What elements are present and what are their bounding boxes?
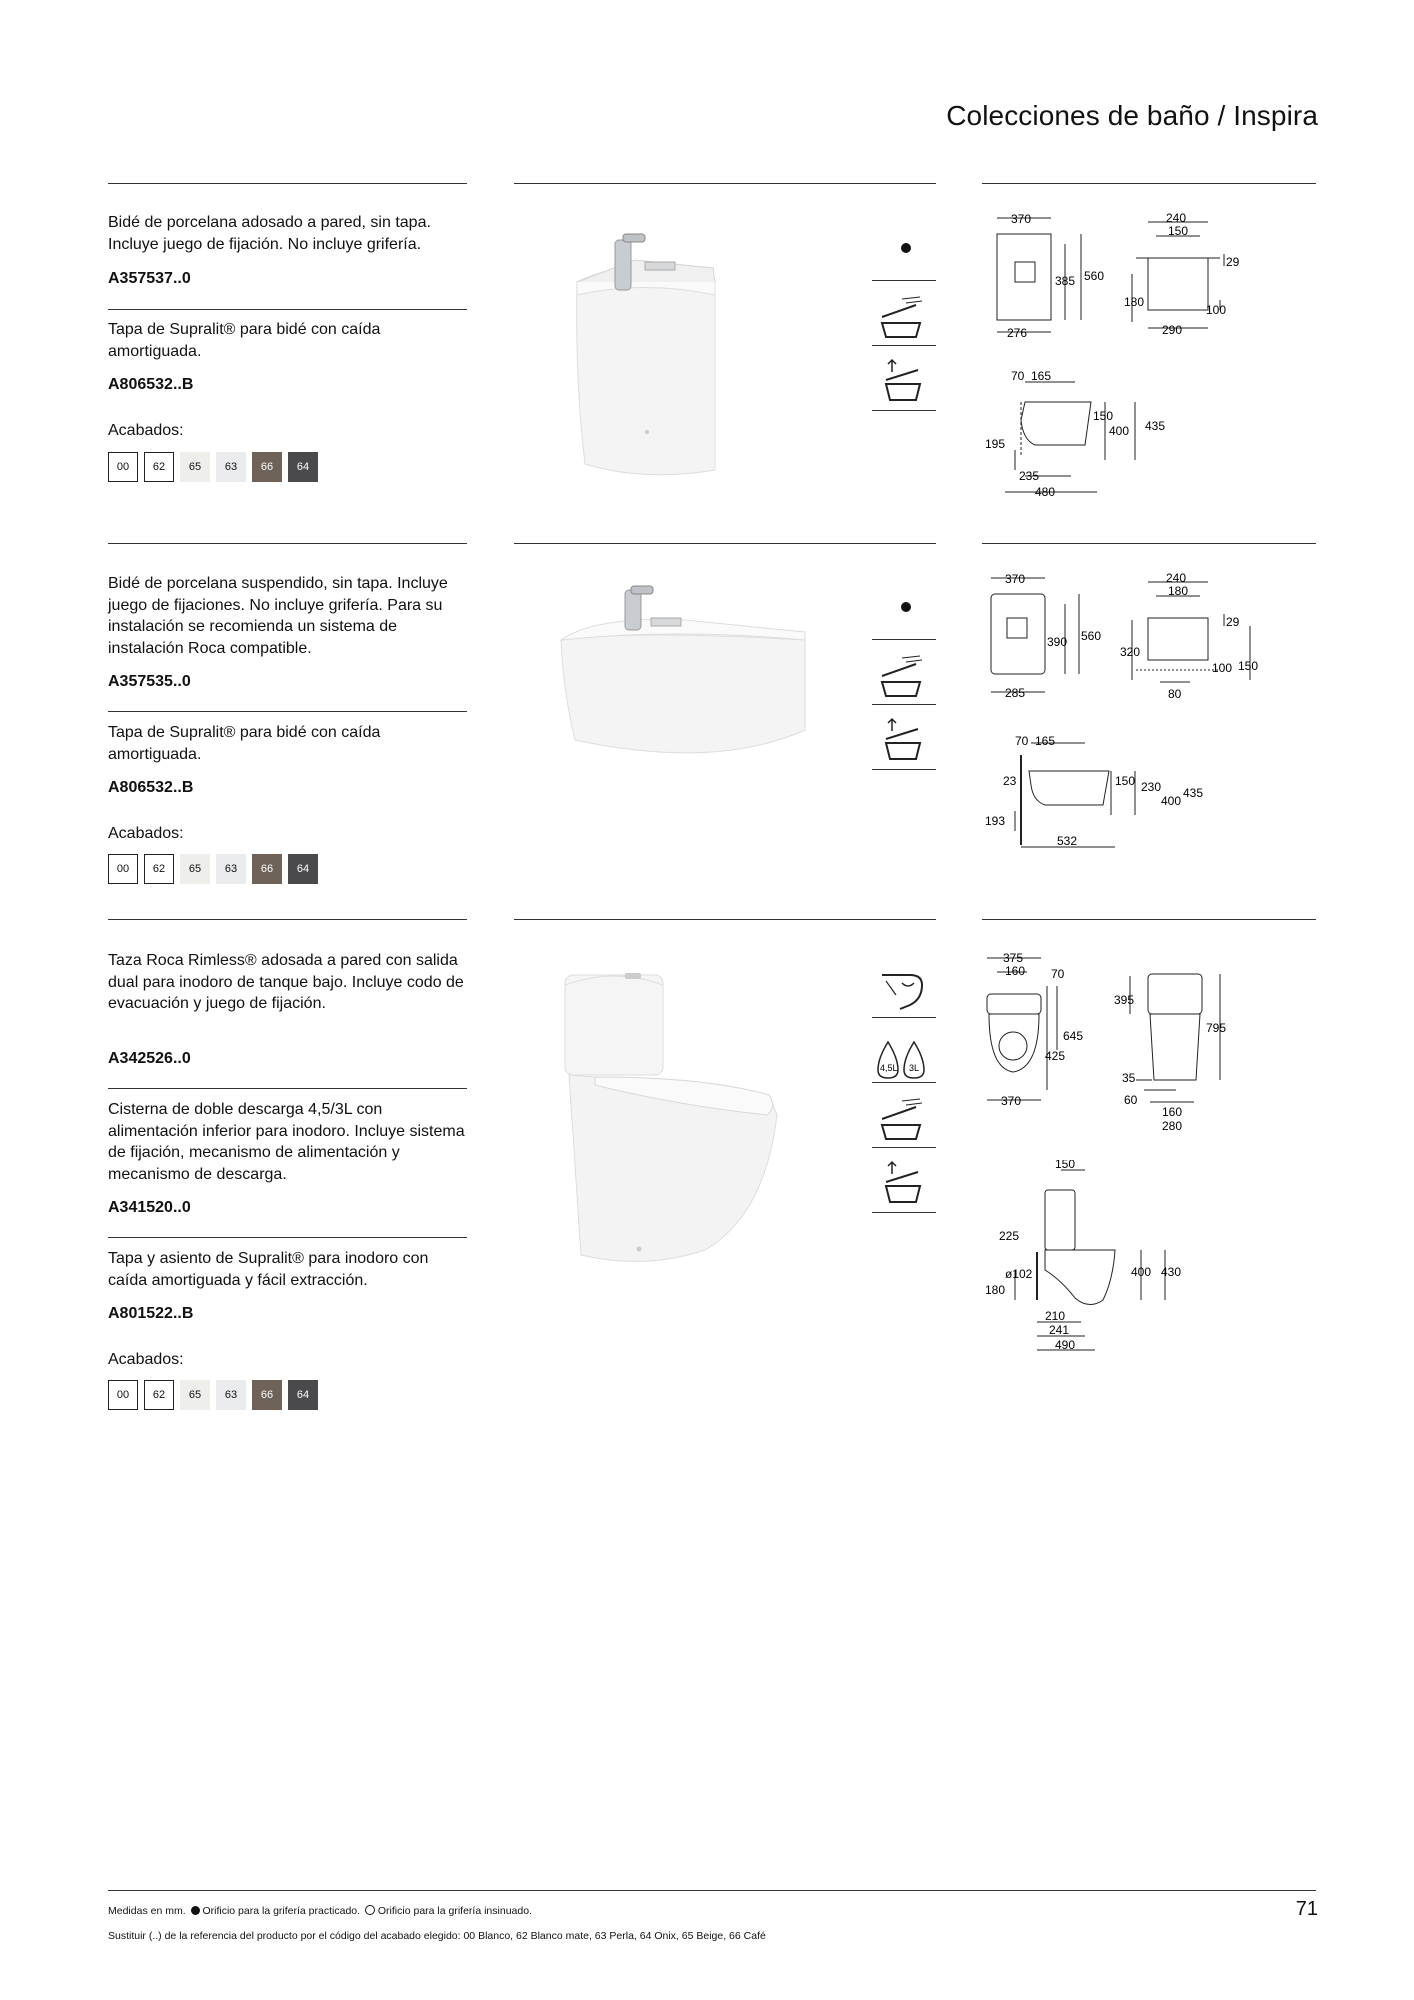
dimension-label: 560 <box>1084 269 1105 283</box>
page-title: Colecciones de baño / Inspira <box>946 100 1318 131</box>
dimension-label: 100 <box>1212 661 1233 675</box>
dimension-label: 23 <box>1003 774 1017 788</box>
finish-swatch: 65 <box>180 1380 210 1410</box>
product-code: A357537..0 <box>108 270 191 287</box>
dual-flush-icon <box>872 1020 936 1083</box>
product-code: A357535..0 <box>108 673 191 690</box>
finish-swatch: 66 <box>252 854 282 884</box>
finish-swatches <box>108 452 318 482</box>
product-photo-bidet-wall-hung <box>555 580 855 780</box>
dimension-label: 395 <box>1114 993 1135 1007</box>
dimension-label: ø102 <box>1005 1267 1033 1281</box>
dimension-label: 235 <box>1019 469 1040 483</box>
filled-dot-icon <box>191 1906 200 1915</box>
product-description: Tapa y asiento de Supralit® para inodoro con caída amortiguada y fácil extracción. <box>108 1250 429 1289</box>
dimension-label: 150 <box>1168 224 1189 238</box>
divider <box>514 919 936 920</box>
dimension-label: 180 <box>1124 295 1145 309</box>
finish-swatch: 63 <box>216 854 246 884</box>
technical-drawing-top <box>1120 570 1280 705</box>
dimension-label: 193 <box>985 814 1006 828</box>
lid-removal-icon <box>872 707 936 770</box>
dimension-label: 241 <box>1049 1323 1070 1337</box>
finish-swatch: 62 <box>144 854 174 884</box>
dimension-label: 375 <box>1003 951 1024 965</box>
product-photo-toilet <box>555 965 835 1265</box>
finish-swatch: 00 <box>108 1380 138 1410</box>
finish-swatch: 63 <box>216 452 246 482</box>
product-code: A806532..B <box>108 376 194 393</box>
finish-swatches <box>108 1380 318 1410</box>
divider <box>108 711 467 712</box>
dimension-label: 230 <box>1141 780 1162 794</box>
technical-drawing-top <box>985 950 1105 1110</box>
finish-swatch: 66 <box>252 1380 282 1410</box>
finish-swatch: 65 <box>180 452 210 482</box>
dimension-label: 435 <box>1145 419 1166 433</box>
product-description: Tapa de Supralit® para bidé con caída amortiguada. <box>108 321 381 360</box>
soft-close-lid-icon <box>872 283 936 346</box>
divider <box>982 543 1316 544</box>
dimension-label: 195 <box>985 437 1006 451</box>
divider <box>108 309 467 310</box>
divider <box>108 1237 467 1238</box>
soft-close-lid-icon <box>872 1085 936 1148</box>
finish-swatch: 00 <box>108 452 138 482</box>
dimension-label: 490 <box>1055 1338 1076 1352</box>
product-code: A801522..B <box>108 1305 194 1322</box>
dimension-label: 285 <box>1005 686 1026 700</box>
finishes-label: Acabados: <box>108 825 184 842</box>
tap-hole-icon <box>872 577 936 640</box>
tap-hole-icon <box>872 218 936 281</box>
dimension-label: 385 <box>1055 274 1076 288</box>
dimension-label: 400 <box>1161 794 1182 808</box>
flush-volume-label: 3L <box>909 1063 920 1073</box>
dimension-label: 370 <box>1011 212 1032 226</box>
divider <box>108 919 467 920</box>
dimension-label: 165 <box>1031 370 1052 383</box>
technical-drawing-top <box>1120 210 1260 340</box>
dimension-label: 100 <box>1206 303 1227 317</box>
product-description: Bidé de porcelana suspendido, sin tapa. Incluye juego de fijaciones. No incluye grifería. Para su instalación se recomienda un sistema de instalación Roca compatible. <box>108 575 448 657</box>
rimless-icon <box>872 955 936 1018</box>
dimension-label: 210 <box>1045 1309 1066 1323</box>
product-description: Taza Roca Rimless® adosada a pared con salida dual para inodoro de tanque bajo. Incluye codo de evacuación y juego de fijación. <box>108 952 464 1012</box>
finish-swatch: 66 <box>252 452 282 482</box>
divider <box>982 919 1316 920</box>
dimension-label: 70 <box>1011 370 1025 383</box>
dimension-label: 150 <box>1093 409 1114 423</box>
lid-removal-icon <box>872 348 936 411</box>
dimension-label: 370 <box>1005 572 1026 586</box>
dimension-label: 70 <box>1015 735 1029 748</box>
finish-swatch: 64 <box>288 452 318 482</box>
dimension-label: 370 <box>1001 1094 1022 1108</box>
dimension-label: 290 <box>1162 323 1183 337</box>
product-description: Bidé de porcelana adosado a pared, sin tapa. Incluye juego de fijación. No incluye grifería. <box>108 214 431 253</box>
footer-legend: Medidas en mm. Orificio para la grifería practicado. Orificio para la grifería insinuado. <box>108 1905 532 1917</box>
technical-drawing-front <box>1110 970 1250 1140</box>
dimension-label: 276 <box>1007 326 1028 340</box>
finish-swatch: 62 <box>144 452 174 482</box>
dimension-label: 150 <box>1055 1160 1076 1171</box>
finish-swatch: 62 <box>144 1380 174 1410</box>
finishes-label: Acabados: <box>108 422 184 439</box>
dimension-label: 425 <box>1045 1049 1066 1063</box>
technical-drawing-side <box>985 370 1185 505</box>
dimension-label: 390 <box>1047 635 1068 649</box>
dimension-label: 400 <box>1131 1265 1152 1279</box>
product-code: A342526..0 <box>108 1050 191 1067</box>
product-code: A806532..B <box>108 779 194 796</box>
dimension-label: 70 <box>1051 967 1065 981</box>
dimension-label: 29 <box>1226 615 1240 629</box>
technical-drawing-front <box>985 210 1105 340</box>
soft-close-lid-icon <box>872 642 936 705</box>
product-code: A341520..0 <box>108 1199 191 1216</box>
finish-swatches <box>108 854 318 884</box>
dimension-label: 160 <box>1162 1105 1183 1119</box>
flush-volume-label: 4,5L <box>880 1063 898 1073</box>
technical-drawing-front <box>985 570 1105 700</box>
divider <box>108 1890 1316 1891</box>
dimension-label: 240 <box>1166 571 1187 585</box>
footer-note: Sustituir (..) de la referencia del producto por el código del acabado elegido: 00 Blanco, 62 Blanco mate, 63 Perla, 64 Onix, 65 Beige, 66 Café <box>108 1930 766 1942</box>
finishes-label: Acabados: <box>108 1351 184 1368</box>
dimension-label: 280 <box>1162 1119 1183 1133</box>
technical-drawing-side <box>985 735 1215 855</box>
dimension-label: 645 <box>1063 1029 1084 1043</box>
dimension-label: 225 <box>999 1229 1020 1243</box>
dimension-label: 180 <box>1168 584 1189 598</box>
dimension-label: 35 <box>1122 1071 1136 1085</box>
technical-drawing-side <box>985 1160 1205 1360</box>
finish-swatch: 64 <box>288 1380 318 1410</box>
divider <box>108 183 467 184</box>
dimension-label: 532 <box>1057 834 1078 848</box>
dimension-label: 165 <box>1035 735 1056 748</box>
divider <box>514 183 936 184</box>
lid-removal-icon <box>872 1150 936 1213</box>
dimension-label: 160 <box>1005 964 1026 978</box>
dimension-label: 60 <box>1124 1093 1138 1107</box>
dimension-label: 180 <box>985 1283 1006 1297</box>
page-number: 71 <box>1295 1898 1318 1920</box>
dimension-label: 795 <box>1206 1021 1227 1035</box>
dimension-label: 320 <box>1120 645 1141 659</box>
finish-swatch: 64 <box>288 854 318 884</box>
divider <box>982 183 1316 184</box>
dimension-label: 80 <box>1168 687 1182 701</box>
finish-swatch: 65 <box>180 854 210 884</box>
dimension-label: 435 <box>1183 786 1204 800</box>
product-photo-bidet-floor <box>555 220 855 480</box>
dimension-label: 560 <box>1081 629 1102 643</box>
divider <box>108 1088 467 1089</box>
empty-dot-icon <box>365 1905 375 1915</box>
dimension-label: 150 <box>1238 659 1259 673</box>
dimension-label: 240 <box>1166 211 1187 225</box>
dimension-label: 150 <box>1115 774 1136 788</box>
product-description: Cisterna de doble descarga 4,5/3L con alimentación inferior para inodoro. Incluye sistema de fijación, mecanismo de alimentación y mecanismo de descarga. <box>108 1101 465 1183</box>
finish-swatch: 63 <box>216 1380 246 1410</box>
dimension-label: 480 <box>1035 485 1056 499</box>
dimension-label: 430 <box>1161 1265 1182 1279</box>
product-description: Tapa de Supralit® para bidé con caída amortiguada. <box>108 724 381 763</box>
divider <box>514 543 936 544</box>
dimension-label: 29 <box>1226 255 1240 269</box>
finish-swatch: 00 <box>108 854 138 884</box>
divider <box>108 543 467 544</box>
dimension-label: 400 <box>1109 424 1130 438</box>
